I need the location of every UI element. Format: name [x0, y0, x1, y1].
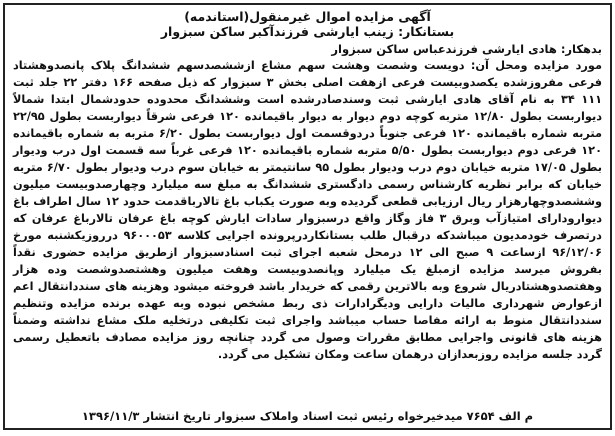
notice-footer: م الف ۷۶۵۴ میدخیرخواه رئیس ثبت اسناد واملاک سبزوار تاریخ انتشار ۱۳۹۶/۱۱/۳ [81, 409, 534, 423]
notice-body-text: مورد مزایده ومحل آن: دویست وشصت وهشت سهم مشاع ازششصدسهم ششدانگ پلاک پانصدوهشتاد فرعی مفروزشده یکصدوبیست فرعی ازهفت اصلی بخش ۳ سبزوار که ذیل صفحه ۱۶۶ دفتر ۲۲ جلد ثبت ۱۱۱ ۳۴ به نام آقای هادی ایارشی ثبت وسندصادرشده است وششدانگ محدوده حدودشمال ابتدا شمالاً دیواربست بطول ۱۲/۸۰ متربه کوچه دوم دیوار به دیوار باقیمانده ۱۲۰ فرعی شرقاً دیواربست بطول ۲۲/۹۵ متربه شماره باقیمانده ۱۲۰ فرعی جنوباً دردوقسمت اول دیواربست بطول ۶/۲۰ متربه به شماره باقیمانده ۱۲۰ فرعی دوم دیواربست بطول ۵/۵۰ متربه شماره باقیمانده ۱۲۰ فرعی غرباً سه قسمت اول درب ودیوار بطول ۱۷/۰۵ متربه خیابان دوم درب ودیوار بطول ۹۵ سانتیمتر به خیابان سوم درب ودیوار بطول ۶/۷۰ متربه خیابان که برابر نظریه کارشناس رسمی دادگستری ششدانگ به مبلغ سه میلیارد وچهارصدوبیست میلیون وششصدوچهارهزار ریال ارزیابی قطعی گردیده وبه صورت یکباب باغ تالارباقدمت حدود ۱۲ سال اطراف باغ دیوارودارای امتیازآب وبرق ۳ فاز وگاز واقع درسبزوار سادات ایارش کوچه باغ عرفان تالارباغ عرفان که درتصرف خودمدیون میباشدکه درقبال طلب بستانکاردرپرونده اجرایی کلاسه ۹۶۰۰۰۵۳ درروزیکشنبه مورخ ۹۶/۱۲/۰۶ ازساعت ۹ صبح الی ۱۲ درمحل شعبه اجرای ثبت اسنادسبزوار ازطریق مزایده حضوری نقداً بفروش میرسد مزایده ازمبلغ یک میلیارد وپانصدوبیست وهفت میلیون وهشتصدوشصت وده هزار وهفتصدوهشتادریال شروع وبه بالاترین رقمی که خریدار باشد فروخته میشود وهزینه های سنددانتقال اعم ازعوارض شهرداری مالیات دارایی ودیگرادارات ذی ربط مشخص نبوده وبه عهده برنده مزایده وتنظیم سنددانتقال منوط به ارائه مفاصا حساب میباشد واجرای ثبت تکلیفی درتخلیه ملک مشاع نداشته وضمناً هزینه های قانونی واجرایی مطابق مقررات وصول می گردد چنانچه روز مزایده مصادف باتعطیل رسمی گردد جلسه مزایده روزبعدازان درهمان ساعت ومکان تشکیل می گردد. [13, 59, 602, 361]
notice-creditor-line: بستانکار: زینب ایارشی فرزندآکبر ساکن سبزوار [160, 24, 455, 39]
notice-debtor-line: بدهکار: هادی ایارشی فرزندعباس ساکن سبزوار [331, 42, 602, 56]
auction-notice [3, 3, 612, 430]
notice-title: آگهی مزایده اموال غیرمنقول(استاندمه) [184, 9, 431, 24]
